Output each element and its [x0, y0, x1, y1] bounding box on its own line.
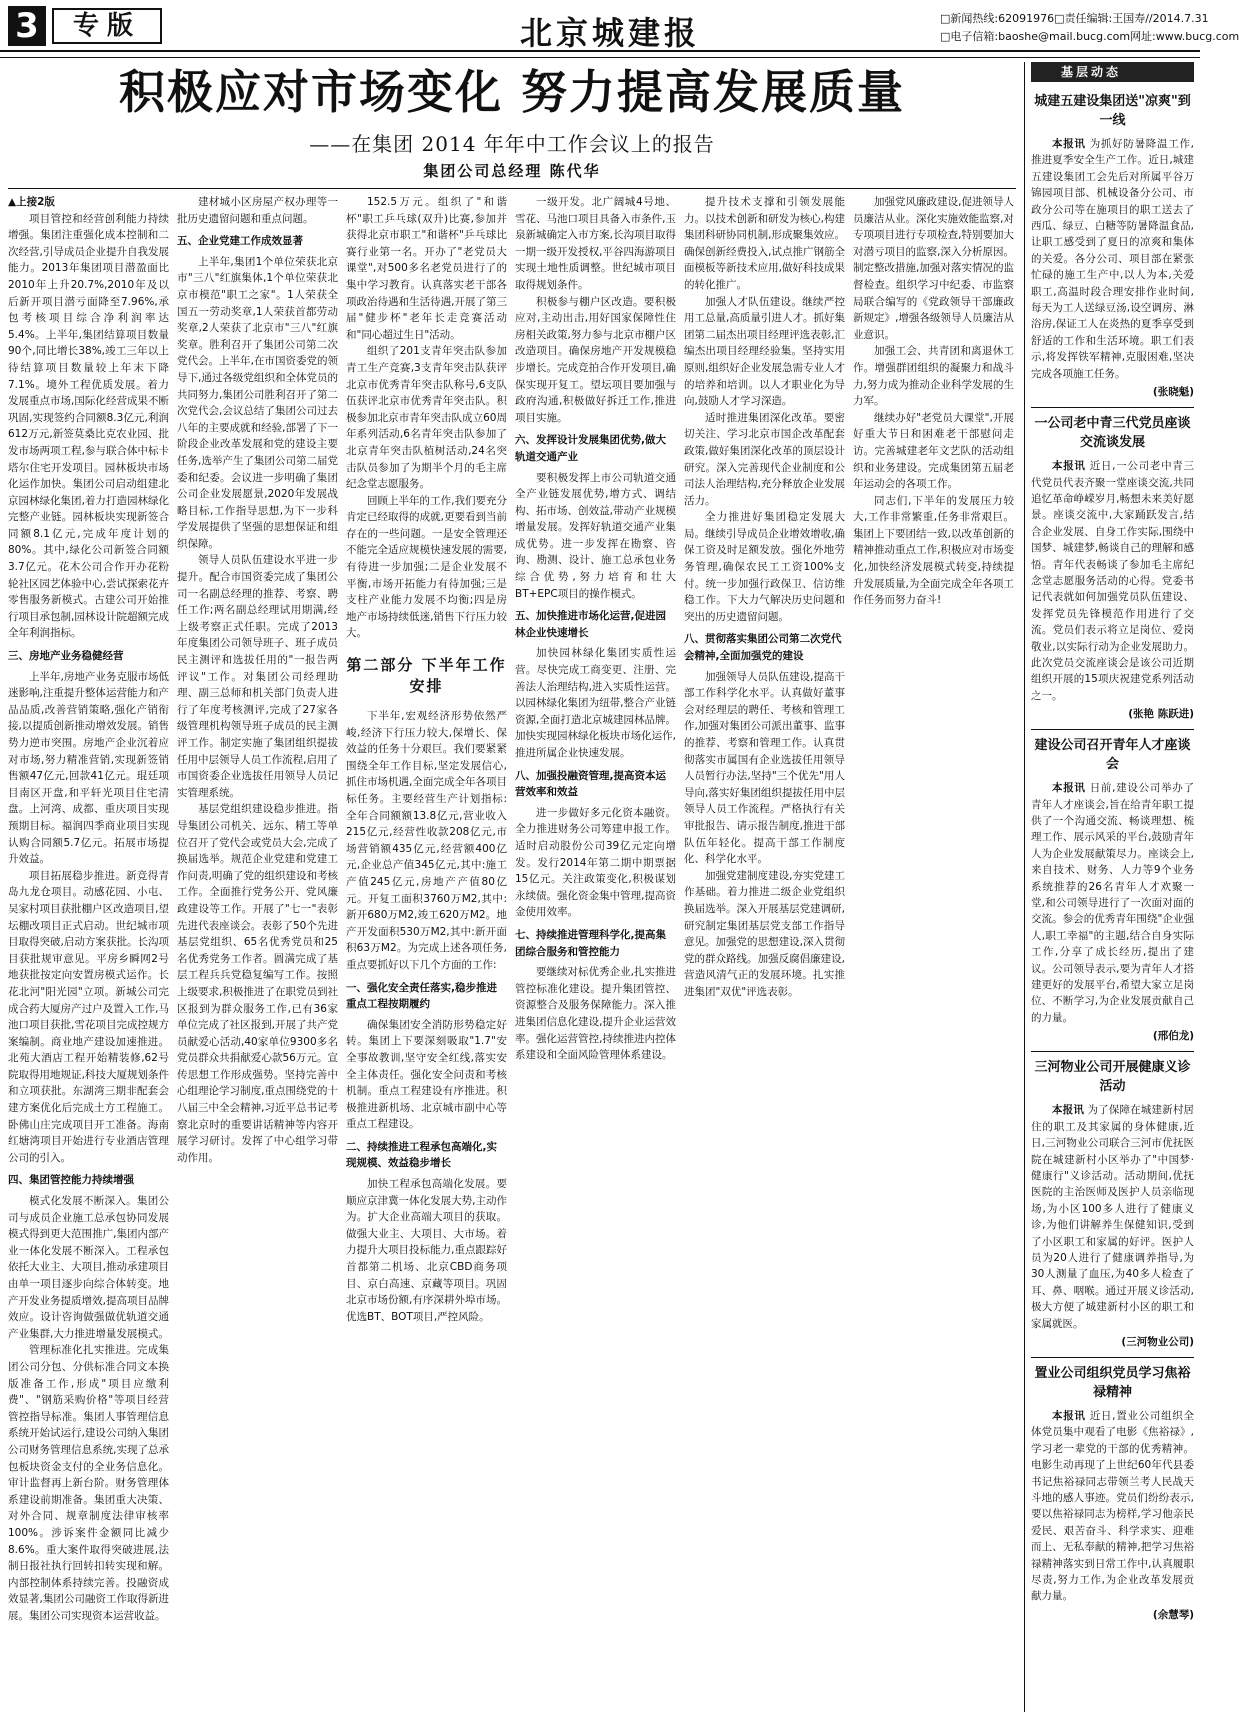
- paper-name: 北京城建报: [520, 14, 701, 52]
- paragraph: 上半年,房地产业务克服市场低迷影响,注重提升整体运营能力和产品品质,改善营销策略,强化产销衔接,以提质创新推动增效发展。销售势力逆市突围。房地产企业沉着应对市场,努力精准营销,实现新签销售额47亿元,回款41亿元。琨廷项目南区开盘,和平轩光项目住宅清盘。上河湾、成都、重庆项目实现预期目标。福润四季商业项目实现认购合同额5.7亿元。拓展市场提升效益。: [8, 670, 169, 866]
- article-column-6: [853, 194, 1014, 1704]
- news-title: 一公司老中青三代党员座谈交流谈发展: [1034, 416, 1191, 451]
- paragraph: 要积极发挥上市公司轨道交通全产业链发展优势,增方式、调结构、拓市场、创效益,带动产业规模增量发展。发挥好轨道交通产业集成优势。进一步发挥在勘察、咨询、勘测、设计、施工总承包业务综合优势,努力培育和壮大BT+EPC项目的操作模式。: [515, 471, 676, 600]
- paragraph: 加强人才队伍建设。继续严控用工总量,高质量引进人才。抓好集团第二届杰出项目经理评选表彰,汇编杰出项目经理经验集。坚持实用原则,组织好企业发展急需专业人才的培养和培训。以人才职业化为导向,鼓励人才学习深造。: [684, 295, 845, 408]
- paragraph: 确保集团安全消防形势稳定好转。集团上下要深刻吸取"1.7"安全事故教训,坚守安全红线,落实安全主体责任。强化安全问责和考核机制。重点工程建设有序推进。积极推进新机场、北京城市副中心等重点工程建设。: [346, 1018, 507, 1131]
- news-sidebar: [1024, 62, 1194, 1712]
- news-body: [1031, 1102, 1194, 1332]
- paragraph: 加强党建制度建设,夯实党建工作基础。着力推进二级企业党组织换届选举。深入开展基层党建调研,研究制定集团基层党支部工作指导意见。加强党的思想建设,深入贯彻党的群众路线。加强反腐倡廉建设,营造风清气正的发展环境。扎实推进集团"双优"评选表彰。: [684, 869, 845, 998]
- byline: 集团公司总经理 陈代华: [423, 162, 601, 180]
- divider: [1031, 1051, 1194, 1052]
- paragraph: 进一步做好多元化资本融资。全力推进财务公司筹建申报工作。适时启动股份公司39亿元定向增发。发行2014年第二期中期票据15亿元。关注政策变化,积极谋划永续债。强化资金集中管理,提高资金使用效率。: [515, 806, 676, 919]
- article-column-1: [8, 194, 169, 1704]
- paragraph: 回顾上半年的工作,我们要充分肯定已经取得的成就,更要看到当前存在的一些问题。一是安全管理还不能完全适应规模快速发展的需要,有待进一步加强;二是企业发展不平衡,市场开拓能力有待加强;三是支柱产业能力发展不均衡;四是房地产市场持续低迷,销售下行压力较大。: [346, 494, 507, 640]
- paragraph: 提升技术支撑和引领发展能力。以技术创新和研发为核心,构建集团科研协同机制,形成聚集效应。确保创新经费投入,试点推广钢筋全面模板等新技术应用,做好科技成果的转化推广。: [684, 196, 845, 291]
- paragraph: 基层党组织建设稳步推进。指导集团公司机关、远东、精工等单位召开了党代会或党员大会,完成了换届选举。规范企业党建和党建工作问责,明确了党的组织建设和考核工作。全面推行党务公开、党风廉政建设等工作。开展了"七一"表彰先进代表座谈会。表彰了50个先进基层党组织、65名优秀党员和25名优秀党务工作者。圆满完成了基层工程兵兵党稳复编写工作。按照上级要求,积极推进了在职党员到社区报到为群众服务工作,已有36家单位完成了社区报到,开展了共产党员献爱心活动,40家单位9300多名党员群众共捐献爱心款56万元。宣传思想工作形成强势。坚持完善中心组理论学习制度,重点围绕党的十八届三中全会精神,习近平总书记考察北京时的重要讲话精神等内容开展学习研讨。发挥了中心组学习带动作用。: [177, 803, 338, 1164]
- section-heading: 五、企业党建工作成效显著: [177, 235, 303, 248]
- news-author: (邢伯龙): [1152, 1030, 1194, 1043]
- paragraph: 加强党风廉政建设,促进领导人员廉洁从业。深化实施效能监察,对专项项目进行专项检查,特别要加大对潜亏项目的监察,深入分析原因。制定整改措施,加强对落实情况的监督检查。组织学习中纪委、市监察局联合编写的《党政领导干部廉政新规定》,增强各级领导人员廉洁从业意识。: [853, 196, 1014, 341]
- divider: [1031, 1357, 1194, 1358]
- paragraph: 加强工会、共青团和离退休工作。增强群团组织的凝聚力和战斗力,努力成为推动企业科学发展的生力军。: [853, 345, 1014, 408]
- paragraph: 组织了201支青年突击队参加青工生产竞赛,3支青年突击队获评北京市优秀青年突击队称号,6支队伍获评北京市优秀青年突击队。积极参加北京市青年突击队成立60周年系列活动,6名青年突击队参加了北京青年突击队植树活动,24名突击队员参加了为期半个月的毛主席纪念堂志愿服务。: [346, 345, 507, 491]
- news-body: [1031, 1408, 1194, 1605]
- news-body: [1031, 136, 1194, 382]
- section-heading: 七、持续推进管理科学化,提高集团综合服务和管控能力: [515, 928, 666, 958]
- paragraph: 152.5万元。组织了"和谐杯"职工乒乓球(双升)比赛,参加并获得北京市职工"和谐杯"乒乓球比赛行业第一名。开办了"老党员大课堂",对500多名老党员进行了的集中学习教育。认真落实老干部各项政治待遇和生活待遇,开展了第三届"健步杯"老年长走竞赛活动和"同心超过生日"活动。: [346, 196, 507, 341]
- section-heading: 一、强化安全责任落实,稳步推进重点工程按期履约: [346, 981, 497, 1011]
- divider: [1031, 407, 1194, 408]
- paragraph: 管理标准化扎实推进。完成集团公司分包、分供标准合同文本换版准备工作,形成"项目应缴利费"、"钢筋采购价格"等项目经营管控指导标准。集团人事管理信息系统开始试运行,建设公司纳入集团公司财务管理信息系统,实现了总承包板块资金支付的全业务信息化。审计监督再上新台阶。财务管理体系建设前期准备。集团重大决策、对外合同、规章制度法律审核率100%。涉诉案件金额同比减少8.6%。重大案件取得突破进展,法制日报社执行回转扣转实现和解。内部控制体系持续完善。投融资成效显著,集团公司融资工作取得新进展。集团公司实现资本运营收益。: [8, 1344, 169, 1622]
- sidebar-banner: 基层动态: [1031, 62, 1194, 82]
- news-item: [1031, 92, 1194, 399]
- news-text: 近日,一公司老中青三代党员代表齐聚一堂座谈交流,共同追忆革命峥嵘岁月,畅想未来美好愿景。座谈交流中,大家踊跃发言,结合企业发展、自身工作实际,围绕中国梦、城建梦,畅谈自己的理解和感悟。青年代表畅谈了参加毛主席纪念堂志愿服务活动的心得。党委书记代表就如何加强党员队伍建设、发挥党员先锋模范作用进行了交流。党员们表示将立足岗位、爱岗敬业,以实际行动为企业发展助力。此次党员交流座谈会是该公司近期组织开展的15项庆祝建党系列活动之一。: [1031, 460, 1195, 702]
- news-text: 为了保障在城建新村居住的职工及其家属的身体健康,近日,三河物业公司联合三河市优抚医院在城建新村小区举办了"中国梦·健康行"义诊活动。活动期间,优抚医院的主治医师及医护人员亲临现场,为小区100多人进行了健康义诊,为他们讲解养生保健知识,受到了小区职工和家属的好评。医护人员为20人进行了健康调养指导,为30人测量了血压,为40多人检查了耳、鼻、咽喉。通过开展义诊活动,极大方便了城建新村小区的职工和家属就医。: [1031, 1104, 1195, 1330]
- news-title: 城建五建设集团送"凉爽"到一线: [1034, 94, 1191, 128]
- news-title: 三河物业公司开展健康义诊活动: [1034, 1060, 1191, 1095]
- section-tag: 专版: [52, 8, 162, 44]
- paragraph: 适时推进集团深化改革。要密切关注、学习北京市国企改革配套政策,做好集团深化改革的顶层设计研究。深入完善现代企业制度和公司法人治理结构,充分释放企业发展活力。: [684, 411, 845, 507]
- paragraph: 同志们,下半年的发展压力较大,工作非常繁重,任务非常艰巨。集团上下要团结一致,以改革创新的精神推动重点工作,积极应对市场变化,加快经济发展模式转变,持续提升发展质量,为全面完成全年各项工作任务而努力奋斗!: [853, 494, 1014, 607]
- email: □电子信箱:baoshe@mail.bucg.com: [940, 30, 1131, 43]
- issue-date: //2014.7.31: [1145, 12, 1209, 25]
- article-column-4: [515, 194, 676, 1704]
- news-lead: 本报讯: [1052, 138, 1086, 150]
- paragraph: 建材城小区房屋产权办理等一批历史遗留问题和重点问题。: [177, 196, 338, 225]
- part-title: 第二部分 下半年工作安排: [346, 656, 507, 696]
- editor: □责任编辑:王国寿: [1054, 12, 1146, 25]
- section-heading: 二、持续推进工程承包高端化,实现规模、效益稳步增长: [346, 1140, 497, 1170]
- news-author: (余慧琴): [1152, 1608, 1194, 1621]
- news-item: [1031, 736, 1194, 1043]
- news-text: 为抓好防暑降温工作,推进夏季安全生产工作。近日,城建五建设集团工会先后对所属平谷万锦园项目部、机械设备分公司、市政分公司等在施项目的职工送去了西瓜、绿豆、白糖等防暑降温食品,让职工感受到了夏日的凉爽和集体的关爱。各分公司、项目部在紧张忙碌的施工生产中,以人为本,关爱职工,高温时段合理安排作业时间,每天为工人送绿豆汤,设空调房、淋浴房,保证工人在炎热的夏季享受到舒适的工作和生活环境。职工们表示,将发挥铁军精神,克服困难,坚决完成各项施工任务。: [1031, 138, 1195, 380]
- masthead: [0, 0, 1239, 52]
- section-heading: 八、贯彻落实集团公司第二次党代会精神,全面加强党的建设: [684, 633, 842, 663]
- news-title: 置业公司组织党员学习焦裕禄精神: [1034, 1365, 1191, 1400]
- article-column-5: [684, 194, 845, 1704]
- news-item: [1031, 414, 1194, 721]
- section-heading: 六、发挥设计发展集团优势,做大轨道交通产业: [515, 434, 666, 463]
- section-heading: 三、房地产业务稳健经营: [8, 650, 124, 663]
- paragraph: 项目拓展稳步推进。新竞得青岛九龙仓项目。动感花园、小屯、吴家村项目获批棚户区改造项目,望坛棚改项目正式启动。世纪城市项目取得突破,启动方案获批。长沟项目获批规审意见。平房乡瞬网2号地获批按定向安置房模式运作。长花北河"阳光园"立项。新城公司完成合药大厦房产过户及置入工作,马池口项目获批,雪花项目完成控规方案编制。商业地产建设加速推进。北苑大酒店工程开始精装修,62号院取得用地规证,科技大厦规划条件和立项获批。东湖湾三期非配套会建方案优化后完成土方工程施工。卧佛山庄完成项目开工准备。海南红塘湾项目开始进行专业酒店管理公司的引入。: [8, 869, 169, 1164]
- news-lead: 本报讯: [1052, 1104, 1084, 1117]
- paragraph: 模式化发展不断深入。集团公司与成员企业施工总承包协同发展模式得到更大范围推广,集团内部产业一体化发展不断深入。工程承包依托大业主、大项目,推动承建项目由单一项目逐步向综合体转变。地产开发业务提质增效,提高项目品牌效应。设计咨询做强做优轨道交通产业集群,大力推进增量发展模式。: [8, 1195, 169, 1340]
- news-title: 建设公司召开青年人才座谈会: [1034, 738, 1191, 773]
- paragraph: 要继续对标优秀企业,扎实推进管控标准化建设。提升集团管控、资源整合及服务保障能力。深入推进集团信息化建设,提升企业运营效率。强化运营管控,持续推进内控体系建设和全面风险管理体系建设。: [515, 966, 676, 1062]
- section-heading: 四、集团管控能力持续增强: [8, 1174, 134, 1187]
- headline: 积极应对市场变化 努力提高发展质量: [118, 65, 905, 119]
- paragraph: 继续办好"老党员大课堂",开展好重大节日和困难老干部慰问走访。完善城建老年文艺队的活动组织和业务建设。完成集团第五届老年运动会的各项工作。: [853, 411, 1014, 491]
- continued-note: ▲上接2版: [8, 196, 55, 208]
- news-lead: 本报讯: [1052, 782, 1086, 795]
- paragraph: 加快园林绿化集团实质性运营。尽快完成工商变更、注册、完善法人治理结构,进入实质性运营。以园林绿化集团为纽带,整合产业链资源,全面打造北京城建园林品牌。加快实现园林绿化板块市场化运作,推进所属企业快速发展。: [515, 647, 676, 759]
- section-heading: 五、加快推进市场化运营,促进园林企业快速增长: [515, 610, 666, 639]
- page-number: 3: [8, 6, 46, 46]
- news-item: [1031, 1364, 1194, 1622]
- news-author: (三河物业公司): [1121, 1335, 1194, 1348]
- paragraph: 加快工程承包高端化发展。要顺应京津冀一体化发展大势,主动作为。扩大企业高端大项目的获取。做强大业主、大项目、大市场。着力提升大项目投标能力,重点跟踪好首都第二机场、北京CBD商务项目、京白高速、京藏等项目。巩固北京市场份额,有序深耕外埠市场。优选BT、BOT项目,严控风险。: [346, 1178, 507, 1323]
- article-columns: [8, 194, 1016, 1704]
- paragraph: 上半年,集团1个单位荣获北京市"三八"红旗集体,1个单位荣获北京市模范"职工之家"。1人荣获全国五一劳动奖章,1人荣获首都劳动奖章,2人荣获了北京市"三八"红旗奖章。胜利召开了集团公司第二次党代会。上半年,在市国资委党的领导下,通过各级党组织和全体党员的共同努力,集团公司胜利召开了第二次党代会,会议总结了集团公司过去八年的主要成就和经验,部署了下一阶段企业改革发展和党的建设主要任务,选举产生了集团公司第二届党委和纪委。会议进一步明确了集团公司企业发展愿景,2020年发展战略目标,工作指导思想,为下一步科学发展提供了坚强的思想保证和组织保障。: [177, 255, 338, 550]
- news-author: (张艳 陈跃进): [1128, 708, 1194, 721]
- news-body: [1031, 458, 1194, 704]
- news-author: (张晓魁): [1152, 386, 1194, 399]
- paragraph: 项目管控和经营创利能力持续增强。集团注重强化成本控制和二次经营,引导成员企业提升自我发展能力。2013年集团项目潜盈面比2010年上升20.7%,2010年及以后新开项目潜亏面降至7.96%,承包考核项目综合净利润率达5.4%。上半年,集团结算项目数量90个,同比增长38%,竣工三年以上待结算项目数量较上年末下降7.1%。境外工程优质发展。着力发展重点市场,国际化经营成果不断巩固,实现签约合同额8.3亿元,利润612万元,新签莫桑比克农业园、批发市场两项工程,参与联合体中标卡塔尔住宅开发项目。园林板块市场化运作加快。集团公司启动组建北京园林绿化集团,着力打造园林绿化完整产业链。园林板块实现新签合同额8.1亿元,完成年度计划的80%。其中,绿化公司新签合同额3.7亿元。花木公司合作开办花粉轮社区园艺体验中心,尝试探索花卉零售服务新模式。古建公司开始推行项目承包制,园林设计院超额完成全年利润指标。: [8, 212, 169, 640]
- news-body: [1031, 780, 1194, 1026]
- news-lead: 本报讯: [1052, 460, 1086, 473]
- news-lead: 本报讯: [1052, 1409, 1086, 1422]
- section-heading: 八、加强投融资管理,提高资本运营效率和效益: [515, 769, 666, 799]
- hotline: □新闻热线:62091976: [940, 12, 1055, 25]
- news-text: 近日,置业公司组织全体党员集中观看了电影《焦裕禄》,学习老一辈党的干部的优秀精神。电影生动再现了上世纪60年代县委书记焦裕禄同志带领兰考人民战天斗地的感人事迹。党员们纷纷表示,要以焦裕禄同志为榜样,学习他亲民爱民、艰苦奋斗、科学求实、迎难而上、无私奉献的精神,把学习焦裕禄精神落实到日常工作中,认真履职尽责,努力工作,为企业改革发展贡献力量。: [1031, 1409, 1195, 1603]
- news-item: [1031, 1058, 1194, 1349]
- article-column-3: [346, 194, 507, 1704]
- news-text: 日前,建设公司举办了青年人才座谈会,旨在给青年职工提供了一个沟通交流、畅谈理想、梳理工作、展示风采的平台,鼓励青年人为企业发展献策尽力。座谈会上,来自技术、财务、人力等9个业务系统推荐的26名青年人才欢聚一堂,和公司领导进行了一次面对面的交流。参会的优秀青年围绕"企业强人,职工幸福"的主题,结合自身实际工作,分享了成长经历,提出了建议。公司领导表示,要为青年人才搭建更好的发展平台,希望大家立足岗位、不断学习,为企业发展贡献自己的力量。: [1031, 782, 1195, 1024]
- paragraph: 积极参与棚户区改造。要积极应对,主动出击,用好国家保障性住房相关政策,努力参与北京市棚户区改造项目。确保房地产开发规模稳步增长。完成竞拍合作开发项目,确保实现开复工。望坛项目要加强与政府沟通,积极做好拆迁工作,推进项目实施。: [515, 295, 676, 424]
- paragraph: 领导人员队伍建设水平进一步提升。配合市国资委完成了集团公司一名副总经理的推荐、考察、聘任工作;两名副总经理试用期满,经上级考察正式任职。完成了2013年度集团公司领导班子、班子成员民主测评和选拔任用的"一报告两评议"工作。对集团公司经理助理、副三总师和机关部门负责人进行了年度考核测评,完成了27家各级管理机构领导班子成员的民主测评工作。制定实施了集团组织提拔任用中层领导人员工作流程,启用了市国资委企业选拔任用领导人员记实管理系统。: [177, 554, 338, 799]
- paragraph: 加强领导人员队伍建设,提高干部工作科学化水平。认真做好董事会对经理层的聘任、考核和管理工作,加强对集团公司派出董事、监事的推荐、考察和管理工作。认真贯彻落实市属国有企业选拔任用领导人员暂行办法,坚持"三个优先"用人导向,落实好集团组织提拔任用中层领导人员工作流程。严格执行有关审批报告、请示报告制度,推进干部队伍年轻化。提高干部工作制度化、科学化水平。: [684, 670, 845, 866]
- subhead: ——在集团 2014 年年中工作会议上的报告: [309, 132, 715, 156]
- paragraph: 下半年,宏观经济形势依然严峻,经济下行压力较大,保增长、保效益的任务十分艰巨。我们要紧紧围绕全年工作目标,坚定发展信心,抓住市场机遇,全面完成全年各项目标任务。主要经营生产计划指标:全年合同额额13.8亿元,营业收入215亿元,经营性收款208亿元,市场营销额435亿元,经营额400亿元,企业总产值345亿元,其中:施工产值245亿元,房地产产值80亿元。开复工面积3760万M2,其中:新开680万M2,竣工620万M2。地产开发面积530万M2,其中:新开面积63万M2。为完成上述各项任务,重点要抓好以下几个方面的工作:: [346, 710, 507, 971]
- headline-rule: [8, 188, 1016, 189]
- paragraph: 一级开发。北广阔城4号地、雪花、马池口项目具备入市条件,玉泉新城确定入市方案,长沟项目取得一期一级开发授权,平谷四海游项目实现土地性质调整。世纪城市项目取得规划条件。: [515, 196, 676, 291]
- main-article: [8, 62, 1016, 1712]
- website: 网址:www.bucg.com: [1130, 30, 1239, 43]
- divider: [1031, 729, 1194, 730]
- masthead-rule: [0, 54, 1200, 58]
- masthead-info: [940, 10, 1239, 46]
- article-column-2: [177, 194, 338, 1704]
- paragraph: 全力推进好集团稳定发展大局。继续引导成员企业增效增收,确保工资及时足额发放。强化外地劳务管理,确保农民工工资100%支付。统一步加强行政保卫、信访维稳工作。下大力气解决历史问题和突出的历史遗留问题。: [684, 511, 845, 623]
